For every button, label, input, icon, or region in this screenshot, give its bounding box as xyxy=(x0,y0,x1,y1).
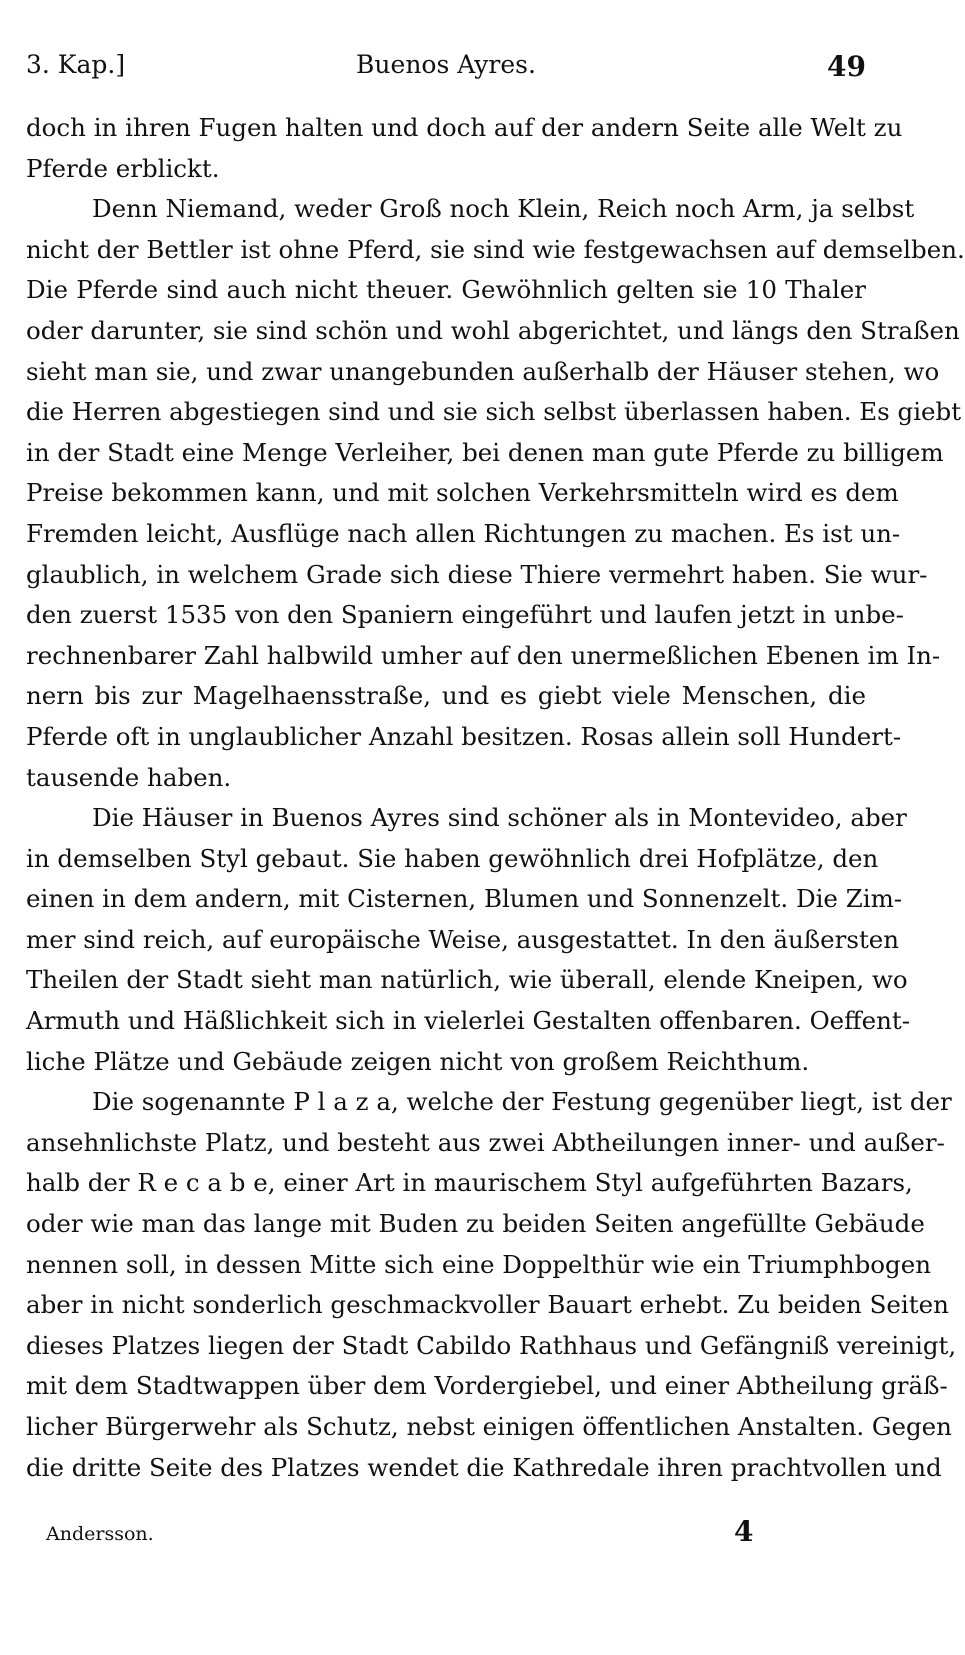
text-line: licher Bürgerwehr als Schutz, nebst einigen öffentlichen Anstalten. Gegen xyxy=(26,1412,952,1441)
text-line: tausende haben. xyxy=(26,762,232,792)
text-line: Armuth und Häßlichkeit sich in vielerlei Gestalten offenbaren. Oeffent- xyxy=(26,1006,910,1036)
page-footer xyxy=(26,1515,866,1555)
text-line: sieht man sie, und zwar unangebunden außerhalb der Häuser stehen, wo xyxy=(26,356,940,386)
sheet-number: 4 xyxy=(734,1515,754,1548)
text-line: in der Stadt eine Menge Verleiher, bei denen man gute Pferde zu billigem xyxy=(26,437,944,467)
text-line: liche Plätze und Gebäude zeigen nicht von großem Reichthum. xyxy=(26,1046,810,1076)
text-line: nern bis zur Magelhaensstraße, und es giebt viele Menschen, die xyxy=(26,681,866,711)
text-line: oder wie man das lange mit Buden zu beiden Seiten angefüllte Gebäude xyxy=(26,1209,925,1239)
signature-mark: Andersson. xyxy=(46,1523,154,1545)
text-line: den zuerst 1535 von den Spaniern eingeführt und laufen jetzt in unbe- xyxy=(26,600,904,630)
page-number: 49 xyxy=(827,50,866,83)
text-line: Theilen der Stadt sieht man natürlich, wie überall, elende Kneipen, wo xyxy=(26,965,908,995)
text-line: nennen soll, in dessen Mitte sich eine Doppelthür wie ein Triumphbogen xyxy=(26,1249,932,1279)
text-line: Die Häuser in Buenos Ayres sind schöner als in Montevideo, aber xyxy=(92,803,907,833)
text-line: Fremden leicht, Ausflüge nach allen Richtungen zu machen. Es ist un- xyxy=(26,518,901,548)
text-line: Die Pferde sind auch nicht theuer. Gewöhnlich gelten sie 10 Thaler xyxy=(26,275,866,305)
text-line: Preise bekommen kann, und mit solchen Verkehrsmitteln wird es dem xyxy=(26,478,899,508)
text-line: in demselben Styl gebaut. Sie haben gewöhnlich drei Hofplätze, den xyxy=(26,843,879,873)
text-line: halb der R e c a b e, einer Art in maurischem Styl aufgeführten Bazars, xyxy=(26,1168,913,1198)
text-line: glaublich, in welchem Grade sich diese Thiere vermehrt haben. Sie wur- xyxy=(26,559,928,589)
text-line: rechnenbarer Zahl halbwild umher auf den unermeßlichen Ebenen im In- xyxy=(26,640,941,670)
text-line: Pferde erblickt. xyxy=(26,153,220,183)
text-line: ansehnlichste Platz, und besteht aus zwei Abtheilungen inner- und außer- xyxy=(26,1127,945,1157)
text-line: Die sogenannte P l a z a, welche der Festung gegenüber liegt, ist der xyxy=(92,1087,952,1117)
text-line: Pferde oft in unglaublicher Anzahl besitzen. Rosas allein soll Hundert- xyxy=(26,721,902,751)
text-line: einen in dem andern, mit Cisternen, Blumen und Sonnenzelt. Die Zim- xyxy=(26,884,903,914)
text-line: doch in ihren Fugen halten und doch auf der andern Seite alle Welt zu xyxy=(26,113,903,142)
text-line: dieses Platzes liegen der Stadt Cabildo Rathhaus und Gefängniß vereinigt, xyxy=(26,1330,957,1360)
text-line: nicht der Bettler ist ohne Pferd, sie sind wie festgewachsen auf demselben. xyxy=(26,234,965,264)
text-line: die Herren abgestiegen sind und sie sich selbst überlassen haben. Es giebt xyxy=(26,397,962,427)
text-line: die dritte Seite des Platzes wendet die Kathredale ihren prachtvollen und xyxy=(26,1452,942,1482)
text-line: mer sind reich, auf europäische Weise, ausgestattet. In den äußersten xyxy=(26,924,900,954)
text-line: Denn Niemand, weder Groß noch Klein, Reich noch Arm, ja selbst xyxy=(92,194,915,224)
chapter-label: 3. Kap.] xyxy=(26,50,126,79)
running-title: Buenos Ayres. xyxy=(356,50,536,79)
body-text xyxy=(26,108,965,1488)
text-line: oder darunter, sie sind schön und wohl abgerichtet, und längs den Straßen xyxy=(26,315,960,345)
text-line: aber in nicht sonderlich geschmackvoller Bauart erhebt. Zu beiden Seiten xyxy=(26,1290,949,1320)
text-line: mit dem Stadtwappen über dem Vordergiebel, und einer Abtheilung gräß- xyxy=(26,1371,948,1401)
running-head xyxy=(26,50,866,90)
